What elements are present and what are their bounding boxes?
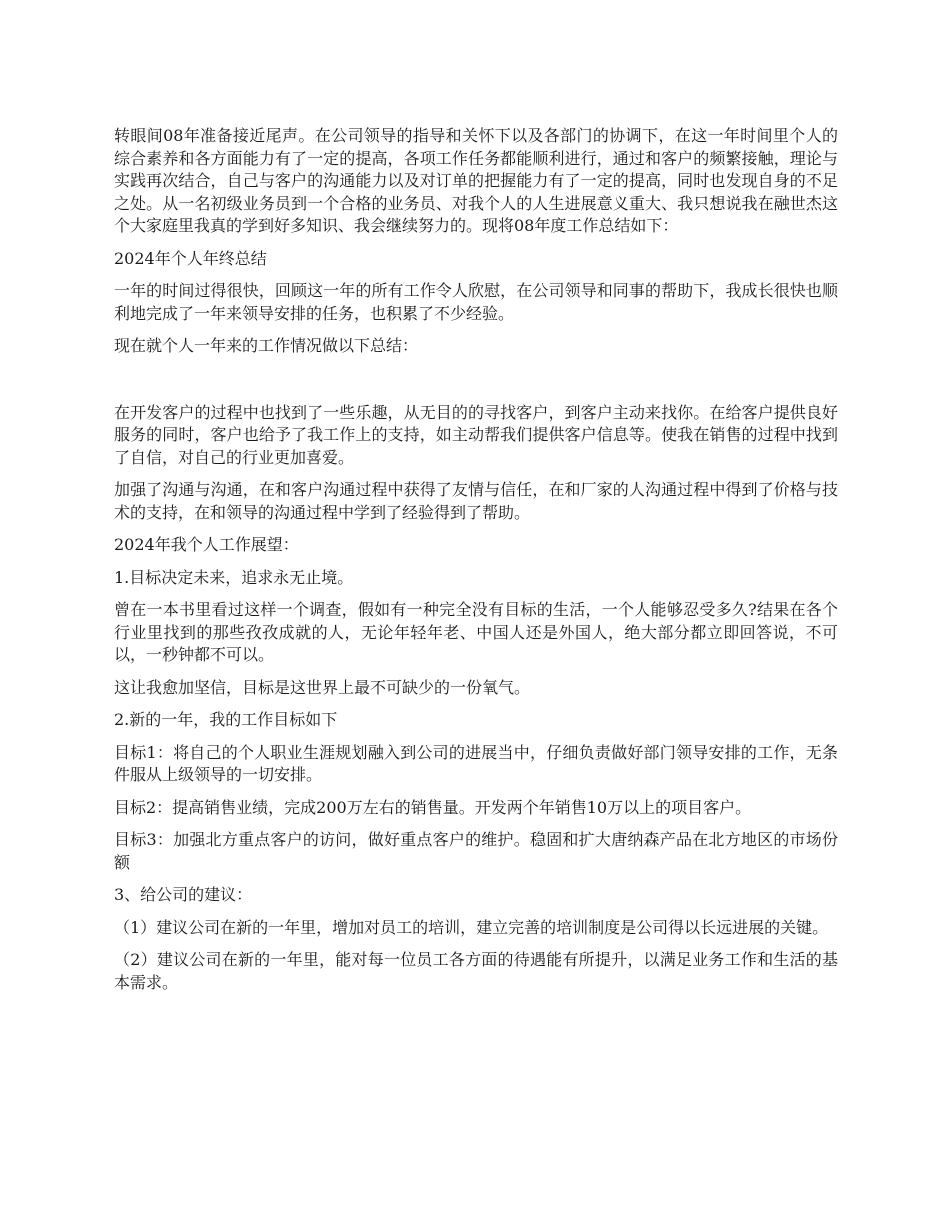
goal-section-2-heading: 2.新的一年，我的工作目标如下 <box>114 710 338 729</box>
customer-development-paragraph: 在开发客户的过程中也找到了一些乐趣，从无目的的寻找客户，到客户主动来找你。在给客户提供良好服务的同时，客户也给予了我工作上的支持，如主动帮我们提供客户信息等。使我在销售的过程中找到了自信，对自己的行业更加喜爱。 <box>114 402 838 467</box>
outlook-heading: 2024年我个人工作展望： <box>114 535 299 554</box>
communication-paragraph: 加强了沟通与沟通，在和客户沟通过程中获得了友情与信任，在和厂家的人沟通过程中得到了价格与技术的支持，在和领导的沟通过程中学到了经验得到了帮助。 <box>114 480 838 522</box>
blank-spacer <box>114 368 838 402</box>
goal-2-paragraph: 目标2：提高销售业绩，完成200万左右的销售量。开发两个年销售10万以上的项目客户。 <box>114 797 752 817</box>
summary-intro-paragraph: 现在就个人一年来的工作情况做以下总结： <box>114 336 419 355</box>
review-paragraph: 一年的时间过得很快，回顾这一年的所有工作令人欣慰，在公司领导和同事的帮助下，我成长很快也顺利地完成了一年来领导安排的任务，也积累了不少经验。 <box>114 281 838 323</box>
suggestion-2-paragraph: （2）建议公司在新的一年里，能对每一位员工各方面的待遇能有所提升，以满足业务工作和生活的基本需求。 <box>114 950 838 992</box>
goal-3-paragraph: 目标3：加强北方重点客户的访问，做好重点客户的维护。稳固和扩大唐纳森产品在北方地区的市场份额 <box>114 830 838 872</box>
suggestion-1-paragraph: （1）建议公司在新的一年里，增加对员工的培训，建立完善的培训制度是公司得以长远进展的关键。 <box>114 917 829 937</box>
suggestions-heading: 3、给公司的建议： <box>114 885 253 904</box>
goal-1-paragraph: 目标1：将自己的个人职业生涯规划融入到公司的进展当中，仔细负责做好部门领导安排的工作，无条件服从上级领导的一切安排。 <box>114 742 838 784</box>
survey-paragraph: 曾在一本书里看过这样一个调查，假如有一种完全没有目标的生活，一个人能够忍受多久?结果在各个行业里找到的那些孜孜成就的人，无论年轻年老、中国人还是外国人，绝大部分都立即回答说，不可以，一秒钟都不可以。 <box>114 600 838 664</box>
intro-paragraph: 转眼间08年准备接近尾声。在公司领导的指导和关怀下以及各部门的协调下，在这一年时间里个人的综合素养和各方面能力有了一定的提高，各项工作任务都能顺利进行，通过和客户的频繁接触，理论与实践再次结合，自己与客户的沟通能力以及对订单的把握能力有了一定的提高，同时也发现自身的不足之处。从一名初级业务员到一个合格的业务员、对我个人的人生进展意义重大、我只想说我在融世杰这个大家庭里我真的学到好多知识、我会继续努力的。现将08年度工作总结如下： <box>114 126 838 235</box>
belief-paragraph: 这让我愈加坚信，目标是这世界上最不可缺少的一份氧气。 <box>114 677 531 697</box>
goal-section-1-heading: 1.目标决定未来，追求永无止境。 <box>114 567 354 587</box>
summary-heading: 2024年个人年终总结 <box>114 248 267 268</box>
